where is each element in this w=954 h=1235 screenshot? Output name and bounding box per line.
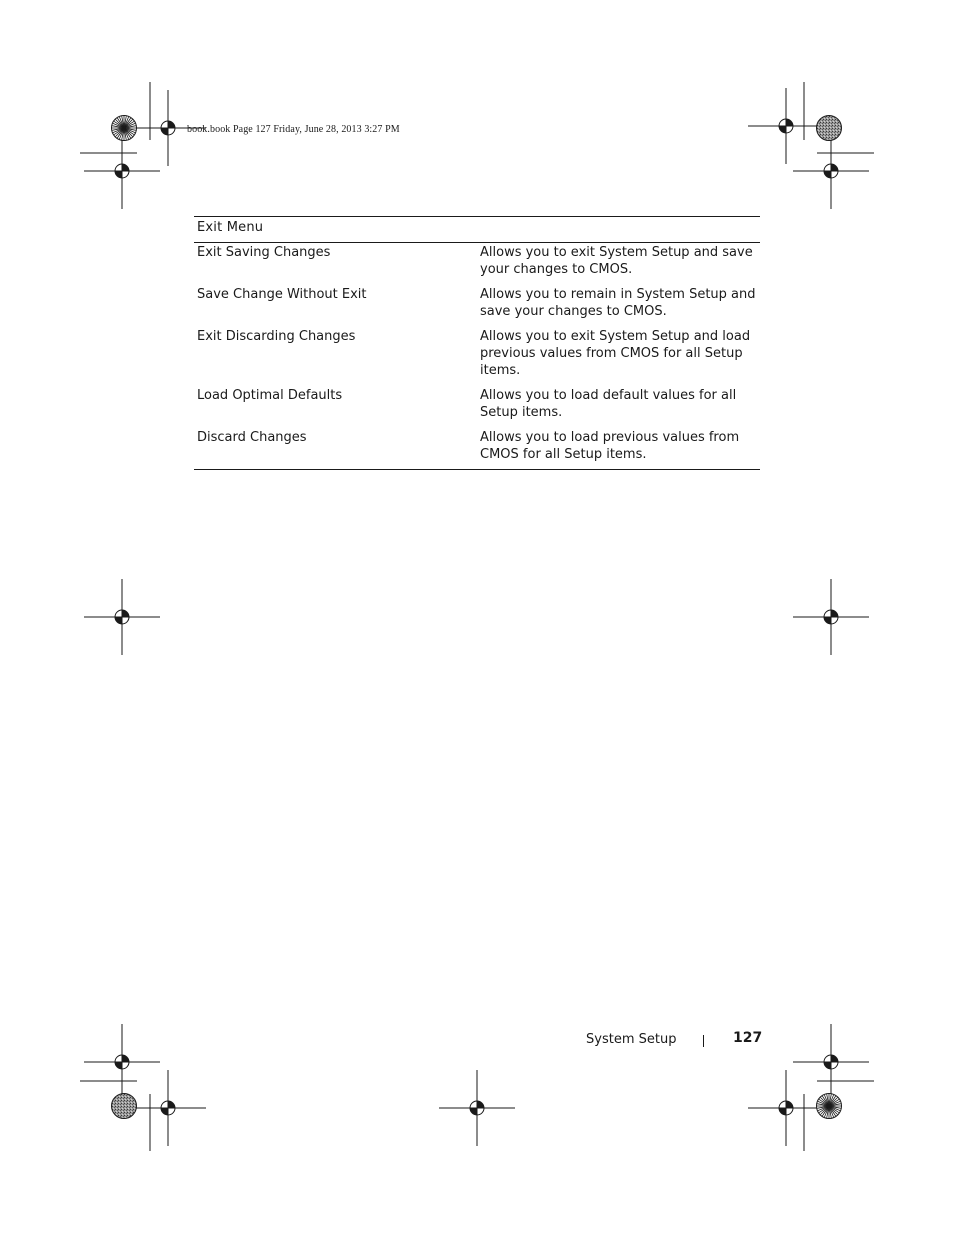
exit-menu-table	[194, 216, 760, 470]
option-discard-changes: Discard Changes	[194, 429, 477, 470]
option-load-optimal-defaults: Load Optimal Defaults	[197, 388, 343, 403]
table-row	[194, 387, 760, 429]
option-description: Allows you to exit System Setup and save your changes to CMOS.	[480, 245, 753, 277]
page-number: 127	[733, 1030, 763, 1046]
option-description: Allows you to remain in System Setup and save your changes to CMOS.	[480, 287, 756, 319]
print-slug: book.book Page 127 Friday, June 28, 2013 3:27 PM	[187, 124, 400, 135]
footer-divider	[703, 1035, 704, 1047]
option-exit-discarding-changes: Exit Discarding Changes	[197, 329, 356, 344]
table-heading: Exit Menu	[194, 217, 760, 243]
option-description: Allows you to load previous values from CMOS for all Setup items.	[477, 429, 760, 470]
option-save-change-without-exit: Save Change Without Exit	[197, 287, 367, 302]
table-row	[194, 328, 760, 387]
footer-section-title: System Setup	[586, 1032, 677, 1047]
option-description: Allows you to load default values for all Setup items.	[480, 388, 737, 420]
table-row	[194, 286, 760, 328]
table-row	[194, 243, 760, 287]
option-exit-saving-changes: Exit Saving Changes	[197, 245, 331, 260]
option-description: Allows you to exit System Setup and load previous values from CMOS for all Setup items.	[480, 329, 751, 378]
table-row	[194, 429, 760, 470]
table-header-row	[194, 217, 760, 243]
